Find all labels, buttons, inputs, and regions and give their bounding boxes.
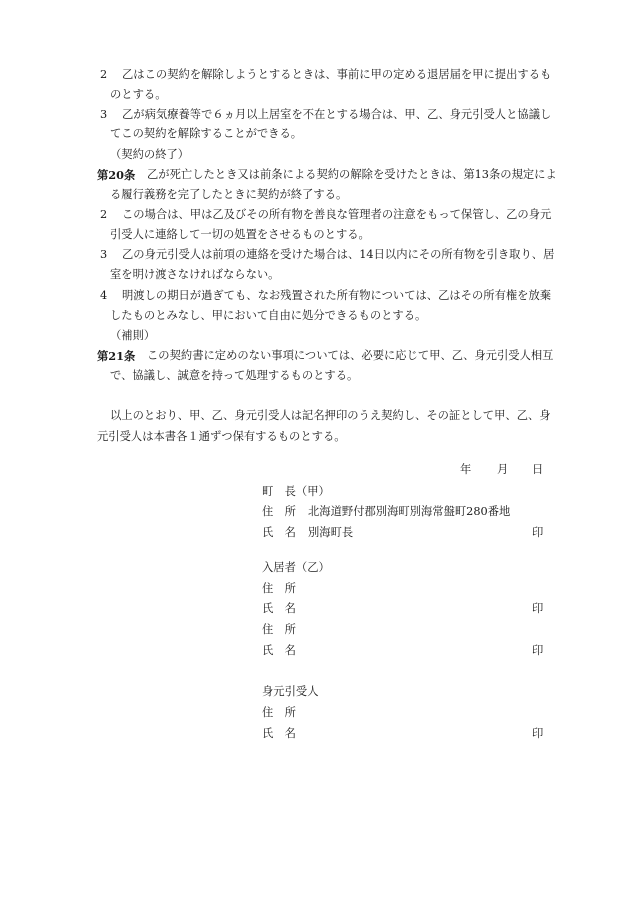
clause-number: 2 xyxy=(100,68,108,81)
seal-mark: 印 xyxy=(532,602,544,615)
address-value: 北海道野付郡別海町別海常盤町280番地 xyxy=(308,505,511,518)
party-title-guarantor: 身元引受人 xyxy=(262,685,319,698)
clause-text-line: 乙が病気療養等で６ヵ月以上居室を不在とする場合は、甲、乙、身元引受人と協議し xyxy=(122,108,552,121)
name-label: 氏 名 xyxy=(262,602,296,615)
article-text-line: 乙が死亡したとき又は前条による契約の解除を受けたときは、第13条の規定によ xyxy=(147,168,557,181)
seal-mark: 印 xyxy=(532,644,544,657)
article-label: 第21条 xyxy=(97,349,136,363)
name-label: 氏 名 xyxy=(262,526,296,539)
article-text-line: る履行義務を完了したときに契約が終了する。 xyxy=(110,188,348,201)
clause-text-line: 室を明け渡さなければならない。 xyxy=(110,268,280,281)
address-label: 住 所 xyxy=(262,582,296,595)
clause-text-line: 引受人に連絡して一切の処置をさせるものとする。 xyxy=(110,228,370,241)
date-day-label: 日 xyxy=(532,463,544,476)
closing-text-line: 元引受人は本書各１通ずつ保有するものとする。 xyxy=(97,430,346,443)
date-year-label: 年 xyxy=(460,463,472,476)
clause-text-line: てこの契約を解除することができる。 xyxy=(110,127,303,140)
clause-text-line: 乙の身元引受人は前項の連絡を受けた場合は、14日以内にその所有物を引き取り、居 xyxy=(122,248,555,261)
seal-mark: 印 xyxy=(532,727,544,740)
name-value: 別海町長 xyxy=(308,526,354,539)
name-label: 氏 名 xyxy=(262,644,296,657)
article-text-line: この契約書に定めのない事項については、必要に応じて甲、乙、身元引受人相互 xyxy=(147,349,554,362)
address-label: 住 所 xyxy=(262,706,296,719)
clause-text-line: 明渡しの期日が過ぎても、なお残置された所有物については、乙はその所有権を放棄 xyxy=(122,289,552,302)
address-label: 住 所 xyxy=(262,623,296,636)
clause-text-line: 乙はこの契約を解除しようとするときは、事前に甲の定める退居届を甲に提出するも xyxy=(122,68,552,81)
name-label: 氏 名 xyxy=(262,727,296,740)
seal-mark: 印 xyxy=(532,526,544,539)
clause-text-line: この場合は、甲は乙及びその所有物を善良な管理者の注意をもって保管し、乙の身元 xyxy=(122,208,552,221)
article-label: 第20条 xyxy=(97,168,136,182)
party-title-resident: 入居者（乙） xyxy=(262,561,330,574)
closing-text-line: 以上のとおり、甲、乙、身元引受人は記名押印のうえ契約し、その証として甲、乙、身 xyxy=(110,409,551,422)
clause-number: 2 xyxy=(100,208,108,221)
address-label: 住 所 xyxy=(262,505,296,518)
article-caption: （契約の終了） xyxy=(110,148,190,161)
clause-number: 4 xyxy=(100,289,108,302)
clause-text-line: したものとみなし、甲において自由に処分できるものとする。 xyxy=(110,309,427,322)
article-text-line: で、協議し、誠意を持って処理するものとする。 xyxy=(110,369,359,382)
date-month-label: 月 xyxy=(497,463,509,476)
clause-number: 3 xyxy=(100,248,108,261)
clause-text-line: のとする。 xyxy=(110,88,167,101)
clause-number: 3 xyxy=(100,108,108,121)
article-caption: （補則） xyxy=(110,329,156,342)
party-title-town: 町 長（甲） xyxy=(262,485,330,498)
